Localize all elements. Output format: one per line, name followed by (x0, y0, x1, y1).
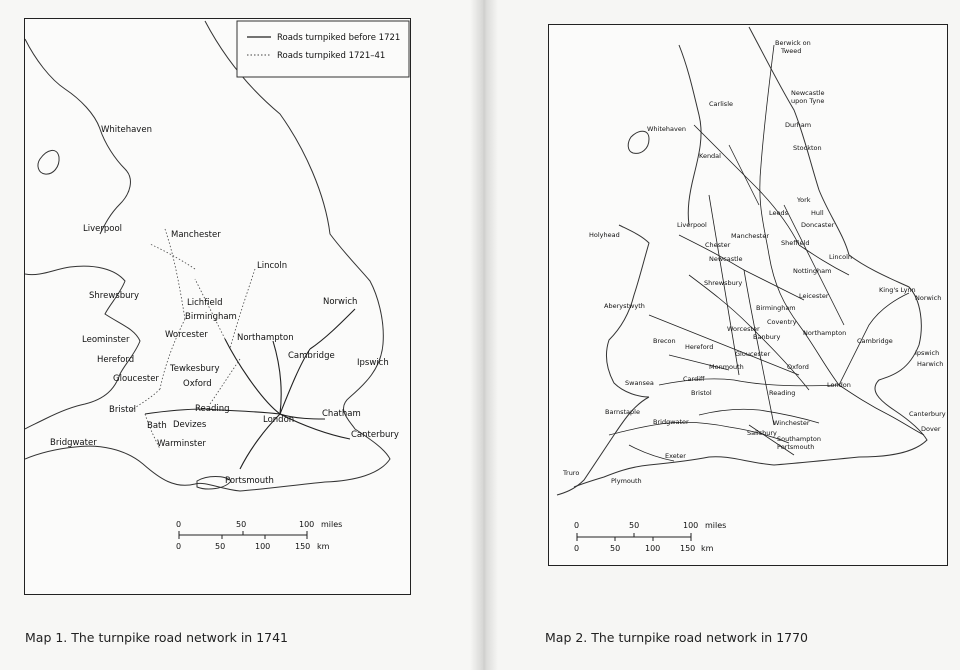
scale-km-0: 0 (176, 542, 182, 551)
town-label: Leominster (82, 335, 130, 345)
map1-caption: Map 1. The turnpike road network in 1741 (25, 630, 289, 645)
town-label: Bristol (109, 405, 137, 415)
town-label: Northampton (237, 333, 294, 343)
town-label: Cambridge (288, 351, 335, 361)
town-label: Chester (705, 241, 731, 249)
scale-miles-100: 100 (299, 520, 315, 529)
town-label: Manchester (171, 230, 221, 240)
map2-wales-coast (607, 225, 649, 397)
map2-town-labels (562, 39, 946, 485)
town-label: Aberystwyth (604, 302, 645, 310)
scale-miles-unit: miles (705, 521, 727, 530)
scale-km-150: 150 (295, 542, 311, 551)
town-label: Hereford (97, 355, 135, 365)
town-label: Worcester (727, 325, 760, 333)
town-label: London (263, 415, 295, 425)
town-label: Truro (563, 469, 580, 477)
map1-frame (24, 18, 411, 595)
town-label: Reading (195, 404, 230, 414)
town-label: Doncaster (801, 221, 835, 229)
map1-town-labels (50, 125, 399, 486)
town-label: York (797, 196, 811, 204)
town-label: Oxford (787, 363, 809, 371)
town-label: Plymouth (611, 477, 642, 485)
scale-miles-100: 100 (683, 521, 699, 530)
map1-isle-of-man (38, 150, 59, 174)
town-label: Monmouth (709, 363, 744, 371)
town-label: Bristol (691, 389, 712, 397)
town-label: Cambridge (857, 337, 893, 345)
town-label: Newcastle (791, 89, 825, 97)
scale-km-unit: km (317, 542, 330, 551)
map2-svg (549, 25, 947, 565)
scale-miles-unit: miles (321, 520, 343, 529)
town-label: Shrewsbury (89, 291, 140, 301)
town-label: Tewkesbury (170, 364, 220, 374)
town-label: Birmingham (185, 312, 237, 322)
town-label: Whitehaven (647, 125, 686, 133)
town-label: Winchester (773, 419, 810, 427)
map2-caption: Map 2. The turnpike road network in 1770 (545, 630, 809, 645)
town-label: Oxford (183, 379, 212, 389)
town-label: Ipswich (357, 358, 389, 368)
legend-1721-41: Roads turnpiked 1721–41 (277, 51, 386, 61)
scale-miles-0: 0 (176, 520, 182, 529)
town-label: Bridgwater (50, 438, 97, 448)
town-label: Manchester (731, 232, 770, 240)
map1-coastline (25, 21, 390, 491)
town-label: Lichfield (187, 298, 223, 308)
scale-km-0: 0 (574, 544, 580, 553)
map1-northwest-coast (25, 39, 130, 234)
town-label: Stockton (793, 144, 822, 152)
town-label: Harwich (917, 360, 944, 368)
town-label: upon Tyne (791, 97, 825, 105)
map1-scale-bar (176, 520, 342, 551)
town-label: Lincoln (257, 261, 288, 271)
town-label: Exeter (665, 452, 686, 460)
town-label: Bridgwater (653, 418, 689, 426)
scale-km-100: 100 (255, 542, 271, 551)
scale-km-50: 50 (610, 544, 621, 553)
scale-miles-50: 50 (629, 521, 640, 530)
book-gutter (470, 0, 498, 670)
town-label: King's Lynn (879, 286, 916, 294)
town-label: Carlisle (709, 100, 733, 108)
scale-miles-50: 50 (236, 520, 247, 529)
map2-scale-bar (574, 521, 726, 553)
town-label: Bath (147, 421, 167, 431)
town-label: Whitehaven (101, 125, 152, 135)
town-label: Liverpool (83, 224, 123, 234)
town-label: Canterbury (351, 430, 399, 440)
town-label: Worcester (165, 330, 208, 340)
town-label: Lincoln (829, 253, 853, 261)
town-label: Liverpool (677, 221, 707, 229)
map2-road-network (609, 45, 924, 461)
legend-before-1721: Roads turnpiked before 1721 (277, 33, 401, 43)
town-label: Southampton (777, 435, 821, 443)
town-label: Gloucester (113, 374, 159, 384)
scale-km-unit: km (701, 544, 714, 553)
scale-miles-0: 0 (574, 521, 580, 530)
town-label: Norwich (915, 294, 942, 302)
town-label: Ipswich (915, 349, 940, 357)
town-label: Chatham (322, 409, 361, 419)
town-label: Portsmouth (777, 443, 815, 451)
town-label: Warminster (157, 439, 206, 449)
town-label: Swansea (625, 379, 654, 387)
map1-legend-box (237, 21, 409, 77)
town-label: Sheffield (781, 239, 810, 247)
town-label: Nottingham (793, 267, 832, 275)
town-label: Coventry (767, 318, 797, 326)
map1-svg (25, 19, 410, 594)
town-label: Northampton (803, 329, 847, 337)
town-label: Barnstaple (605, 408, 640, 416)
scale-km-150: 150 (680, 544, 696, 553)
town-label: Reading (769, 389, 796, 397)
town-label: Portsmouth (225, 476, 274, 486)
map2-coastline (574, 27, 927, 487)
town-label: Shrewsbury (704, 279, 743, 287)
town-label: Banbury (753, 333, 781, 341)
town-label: Norwich (323, 297, 358, 307)
town-label: Tweed (781, 47, 802, 55)
town-label: Hereford (685, 343, 714, 351)
town-label: Cardiff (683, 375, 705, 383)
town-label: Berwick on (775, 39, 811, 47)
town-label: Leeds (769, 209, 789, 217)
scale-km-100: 100 (645, 544, 661, 553)
town-label: Devizes (173, 420, 207, 430)
town-label: Holyhead (589, 231, 620, 239)
town-label: Hull (811, 209, 824, 217)
town-label: Durham (785, 121, 812, 129)
town-label: Gloucester (735, 350, 771, 358)
town-label: Salisbury (747, 429, 777, 437)
scale-km-50: 50 (215, 542, 226, 551)
town-label: London (827, 381, 851, 389)
map2-isle-of-man (628, 131, 649, 153)
town-label: Dover (921, 425, 941, 433)
map2-frame (548, 24, 948, 566)
map2-northwest-coast (679, 45, 701, 225)
town-label: Brecon (653, 337, 676, 345)
town-label: Newcastle (709, 255, 743, 263)
town-label: Birmingham (756, 304, 796, 312)
town-label: Leicester (799, 292, 829, 300)
town-label: Canterbury (909, 410, 946, 418)
town-label: Kendal (699, 152, 721, 160)
